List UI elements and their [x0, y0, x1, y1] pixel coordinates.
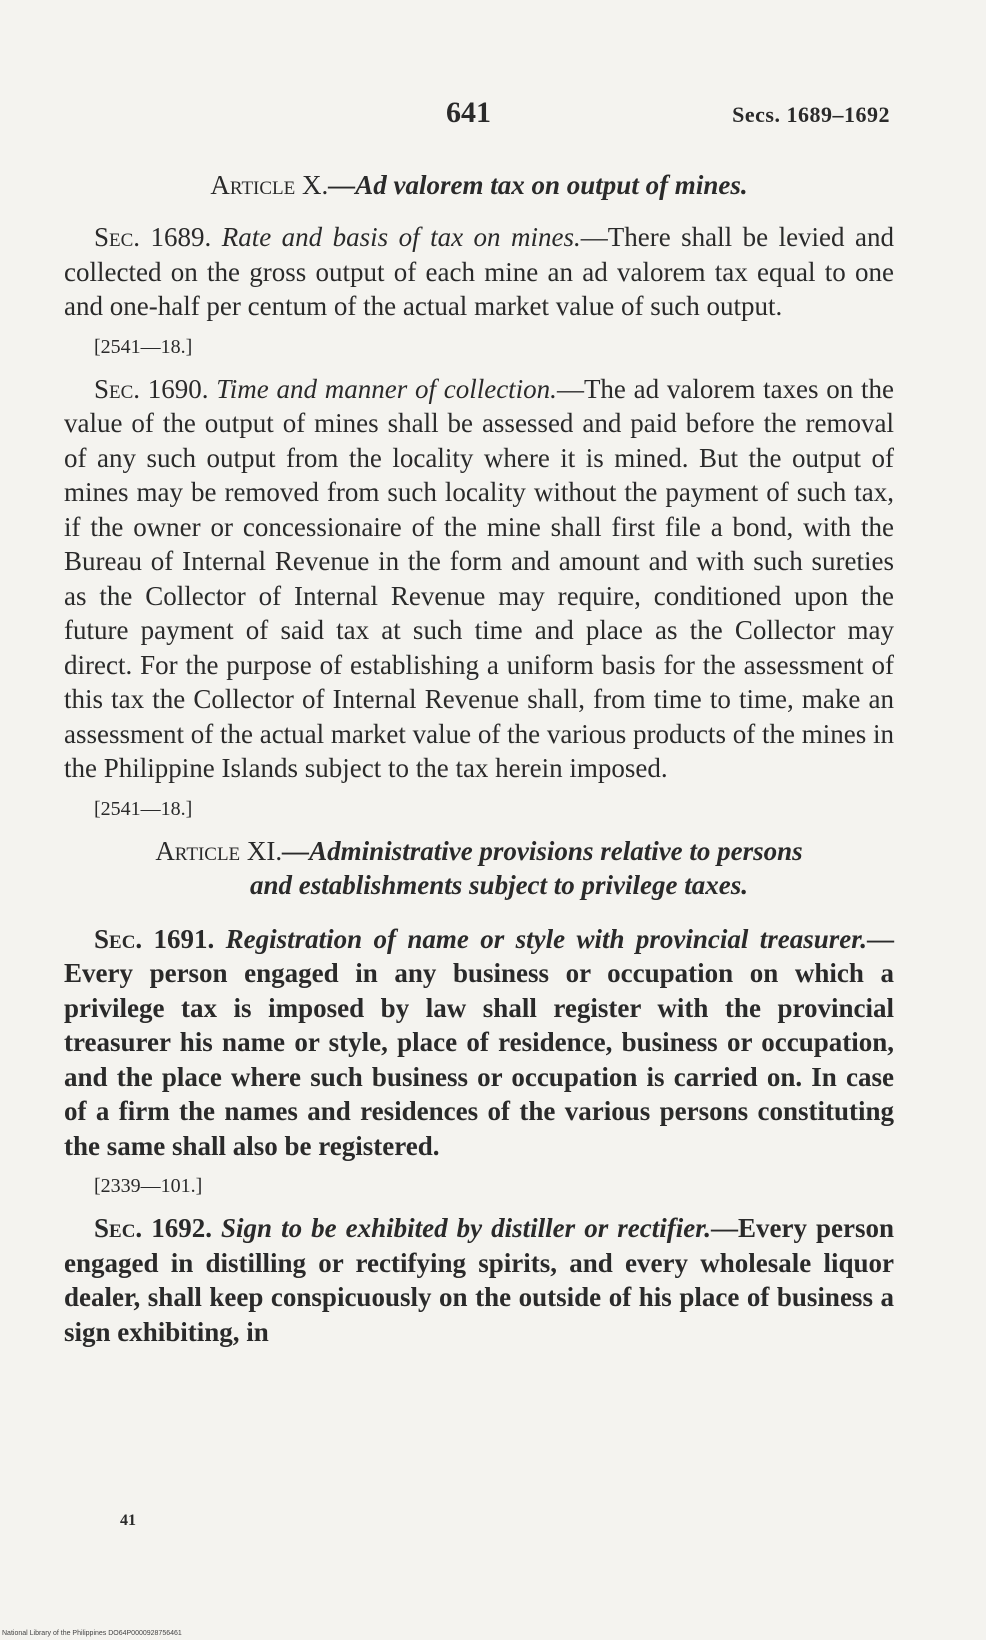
section-1691-citation: [2339—101.] — [94, 1175, 203, 1197]
signature-mark: 41 — [120, 1512, 136, 1529]
footer-watermark: National Library of the Philippines DO64P0000928756461 — [2, 1630, 182, 1637]
section-1691-text: —Every person engaged in any business or occupation on which a privilege tax is imposed by law shall register with the provincial treasurer his name or style, place of residence, business or occupation, and the place where such business or occupation is carried on. In case of a firm the names and residences of the various persons constituting the same shall also be registered. — [64, 923, 895, 1161]
article-x-label: Article X. — [210, 170, 329, 200]
page-number: 641 — [446, 96, 491, 129]
section-1689-text: —There shall be levied and collected on the gross output of each mine an ad valorem tax equal to one and one-half per centum of the actual market value of such output. — [64, 222, 894, 321]
section-1691-label: Sec. 1691. — [94, 923, 215, 954]
article-xi-heading — [64, 834, 894, 902]
section-1691 — [64, 922, 894, 1164]
section-1689 — [64, 220, 894, 324]
article-x-heading — [64, 168, 894, 202]
section-1689-label: Sec. 1689. — [94, 222, 212, 252]
section-1689-title: Rate and basis of tax on mines. — [221, 222, 581, 252]
section-1689-citation: [2541—18.] — [94, 335, 193, 358]
article-xi-label: Article XI. — [155, 835, 283, 866]
article-xi-title-line2: and establishments subject to privilege taxes. — [250, 869, 748, 900]
section-1690-text: —The ad valorem taxes on the value of the output of mines shall be assessed and paid before the removal of any such output from the locality where it is mined. But the output of mines may be removed from such locality without the payment of such tax, if the owner or concessionaire of the mine shall first file a bond, with the Bureau of Internal Revenue in the form and amount and with such sureties as the Collector of Internal Revenue may require, conditioned upon the future payment of said tax at such time and place as the Collector may direct. For the purpose of establishing a uniform basis for the assessment of this tax the Collector of Internal Revenue shall, from time to time, make an assessment of the actual market value of the various products of the mines in the Philippine Islands subject to the tax herein imposed. — [64, 373, 895, 783]
section-1690 — [64, 372, 894, 786]
article-xi-title-line1: —Administrative provisions relative to persons — [282, 835, 803, 866]
page-body — [64, 168, 894, 1349]
section-1691-title: Registration of name or style with provincial treasurer. — [225, 923, 868, 954]
section-1692-label: Sec. 1692. — [94, 1213, 212, 1243]
section-1690-title: Time and manner of collection. — [216, 373, 557, 404]
section-range: Secs. 1689–1692 — [732, 102, 890, 127]
section-1692-title: Sign to be exhibited by distiller or rectifier. — [221, 1213, 711, 1243]
article-x-title: —Ad valorem tax on output of mines. — [328, 170, 748, 200]
section-1692 — [64, 1211, 894, 1349]
section-1692-text: —Every person engaged in distilling or rectifying spirits, and every wholesale liquor dealer, shall keep conspicuously on the outside of his place of business a sign exhibiting, in — [64, 1213, 895, 1347]
section-1690-citation: [2541—18.] — [94, 797, 193, 820]
page-header — [0, 96, 986, 136]
section-1690-label: Sec. 1690. — [94, 373, 209, 404]
